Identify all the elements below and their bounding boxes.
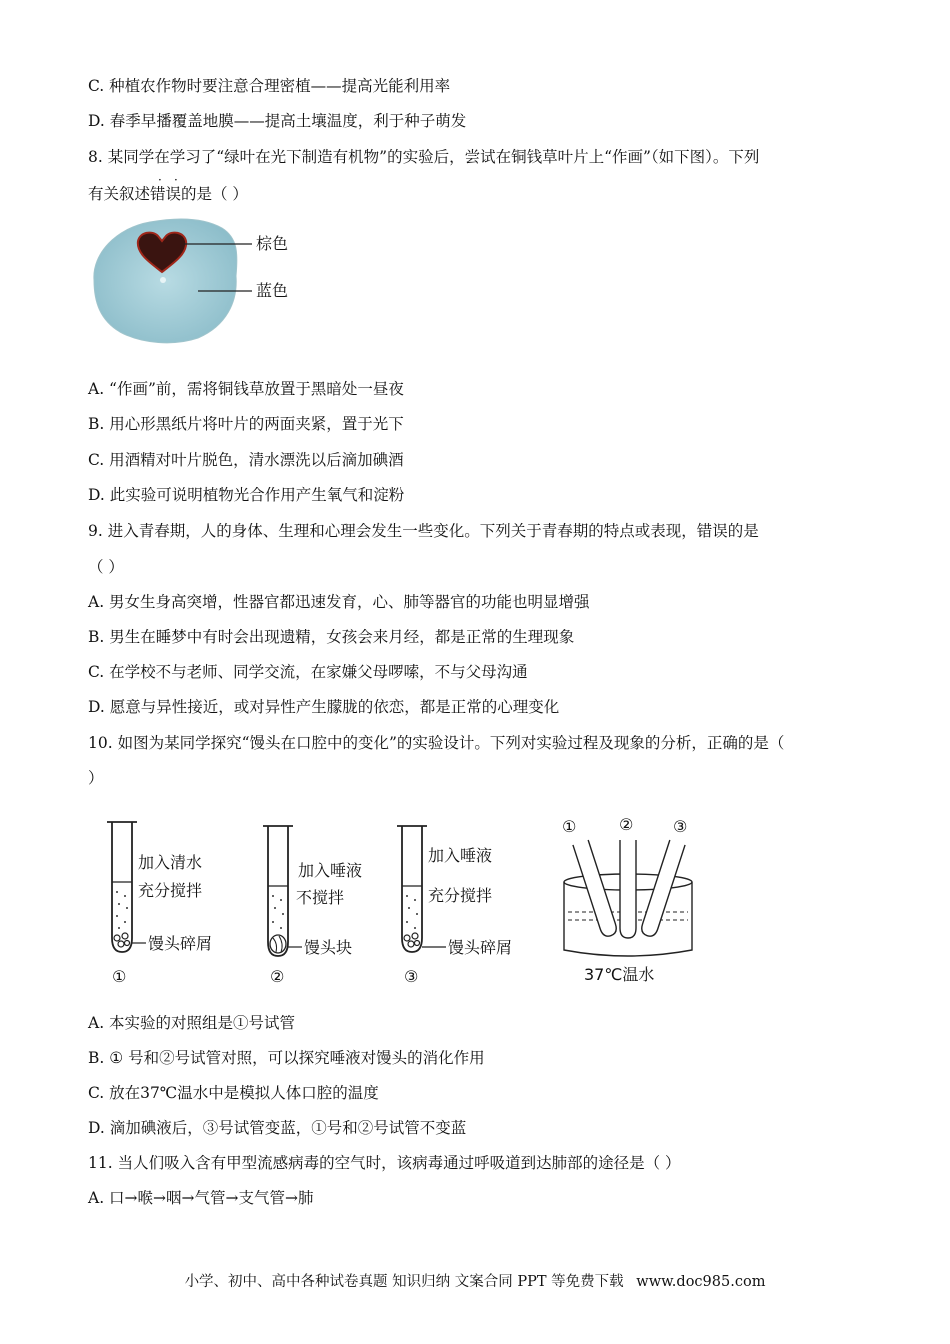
leaf-figure	[86, 214, 306, 349]
tube2-line1: 加入唾液	[298, 861, 363, 880]
bath-label: 37℃温水	[584, 965, 655, 984]
bath-num-1: ①	[562, 817, 577, 836]
tube3-line2: 充分搅拌	[428, 886, 493, 905]
q9-stem-line2: （ ）	[88, 558, 124, 576]
q10-option-d: D. 滴加碘液后，③号试管变蓝，①号和②号试管不变蓝	[88, 1119, 467, 1137]
q9-option-a: A. 男女生身高突增，性器官都迅速发育，心、肺等器官的功能也明显增强	[88, 593, 590, 611]
q7-option-d: D. 春季早播覆盖地膜——提高土壤温度，利于种子萌发	[88, 112, 467, 130]
tube-2	[263, 826, 362, 986]
q10-stem-line2: ）	[88, 769, 104, 787]
tube1-line1: 加入清水	[138, 853, 203, 872]
tube-3	[397, 826, 512, 986]
tube2-line2: 不搅拌	[296, 888, 345, 907]
q9-option-d: D. 愿意与异性接近，或对异性产生朦胧的依恋，都是正常的心理变化	[88, 698, 560, 716]
footer-url[interactable]: www.doc985.com	[636, 1274, 766, 1290]
tube3-bottom: 馒头碎屑	[448, 938, 513, 957]
q8-option-c: C. 用酒精对叶片脱色，清水漂洗以后滴加碘酒	[88, 451, 404, 469]
label-brown: 棕色	[256, 234, 289, 253]
tube-1	[107, 822, 212, 986]
tube1-bottom: 馒头碎屑	[148, 934, 213, 953]
q8-option-d: D. 此实验可说明植物光合作用产生氧气和淀粉	[88, 486, 405, 504]
q8-stem-line2: 有关叙述错误的是（ ）	[88, 185, 248, 203]
emphasis-dot: ·	[174, 173, 178, 187]
tube1-line2: 充分搅拌	[138, 881, 203, 900]
q7-option-c: C. 种植农作物时要注意合理密植——提高光能利用率	[88, 77, 451, 95]
tube3-line1: 加入唾液	[428, 846, 493, 865]
test-tube-figure	[96, 810, 736, 990]
bath-num-3: ③	[673, 817, 688, 836]
tube1-num: ①	[112, 967, 127, 986]
tube3-num: ③	[404, 967, 419, 986]
q10-option-c: C. 放在37℃温水中是模拟人体口腔的温度	[88, 1084, 379, 1102]
bath-num-2: ②	[619, 815, 634, 834]
q11-stem: 11. 当人们吸入含有甲型流感病毒的空气时，该病毒通过呼吸道到达肺部的途径是（ ）	[88, 1154, 681, 1172]
q9-option-b: B. 男生在睡梦中有时会出现遗精，女孩会来月经，都是正常的生理现象	[88, 628, 575, 646]
water-bath	[562, 815, 692, 984]
q10-stem-line1: 10. 如图为某同学探究“馒头在口腔中的变化”的实验设计。下列对实验过程及现象的分析，正确的是（	[88, 734, 785, 752]
q10-option-b: B. ① 号和②号试管对照，可以探究唾液对馒头的消化作用	[88, 1049, 485, 1067]
q9-option-c: C. 在学校不与老师、同学交流，在家嫌父母啰嗦，不与父母沟通	[88, 663, 528, 681]
page-footer	[0, 1270, 950, 1291]
emphasis-dot: ·	[158, 173, 162, 187]
q8-stem-line1: 8. 某同学在学习了“绿叶在光下制造有机物”的实验后，尝试在铜钱草叶片上“作画”（如下图）。下列	[88, 148, 760, 166]
q10-option-a: A. 本实验的对照组是①号试管	[88, 1014, 296, 1032]
q8-option-b: B. 用心形黑纸片将叶片的两面夹紧，置于光下	[88, 415, 404, 433]
tube2-num: ②	[270, 967, 285, 986]
q8-option-a: A. “作画”前，需将铜钱草放置于黑暗处一昼夜	[88, 380, 404, 398]
q11-option-a: A. 口→喉→咽→气管→支气管→肺	[88, 1189, 314, 1207]
footer-text: 小学、初中、高中各种试卷真题 知识归纳 文案合同 PPT 等免费下载	[184, 1274, 624, 1290]
tube2-bottom: 馒头块	[304, 938, 353, 957]
label-blue: 蓝色	[256, 281, 289, 300]
q9-stem-line1: 9. 进入青春期，人的身体、生理和心理会发生一些变化。下列关于青春期的特点或表现，错误的是	[88, 522, 759, 540]
